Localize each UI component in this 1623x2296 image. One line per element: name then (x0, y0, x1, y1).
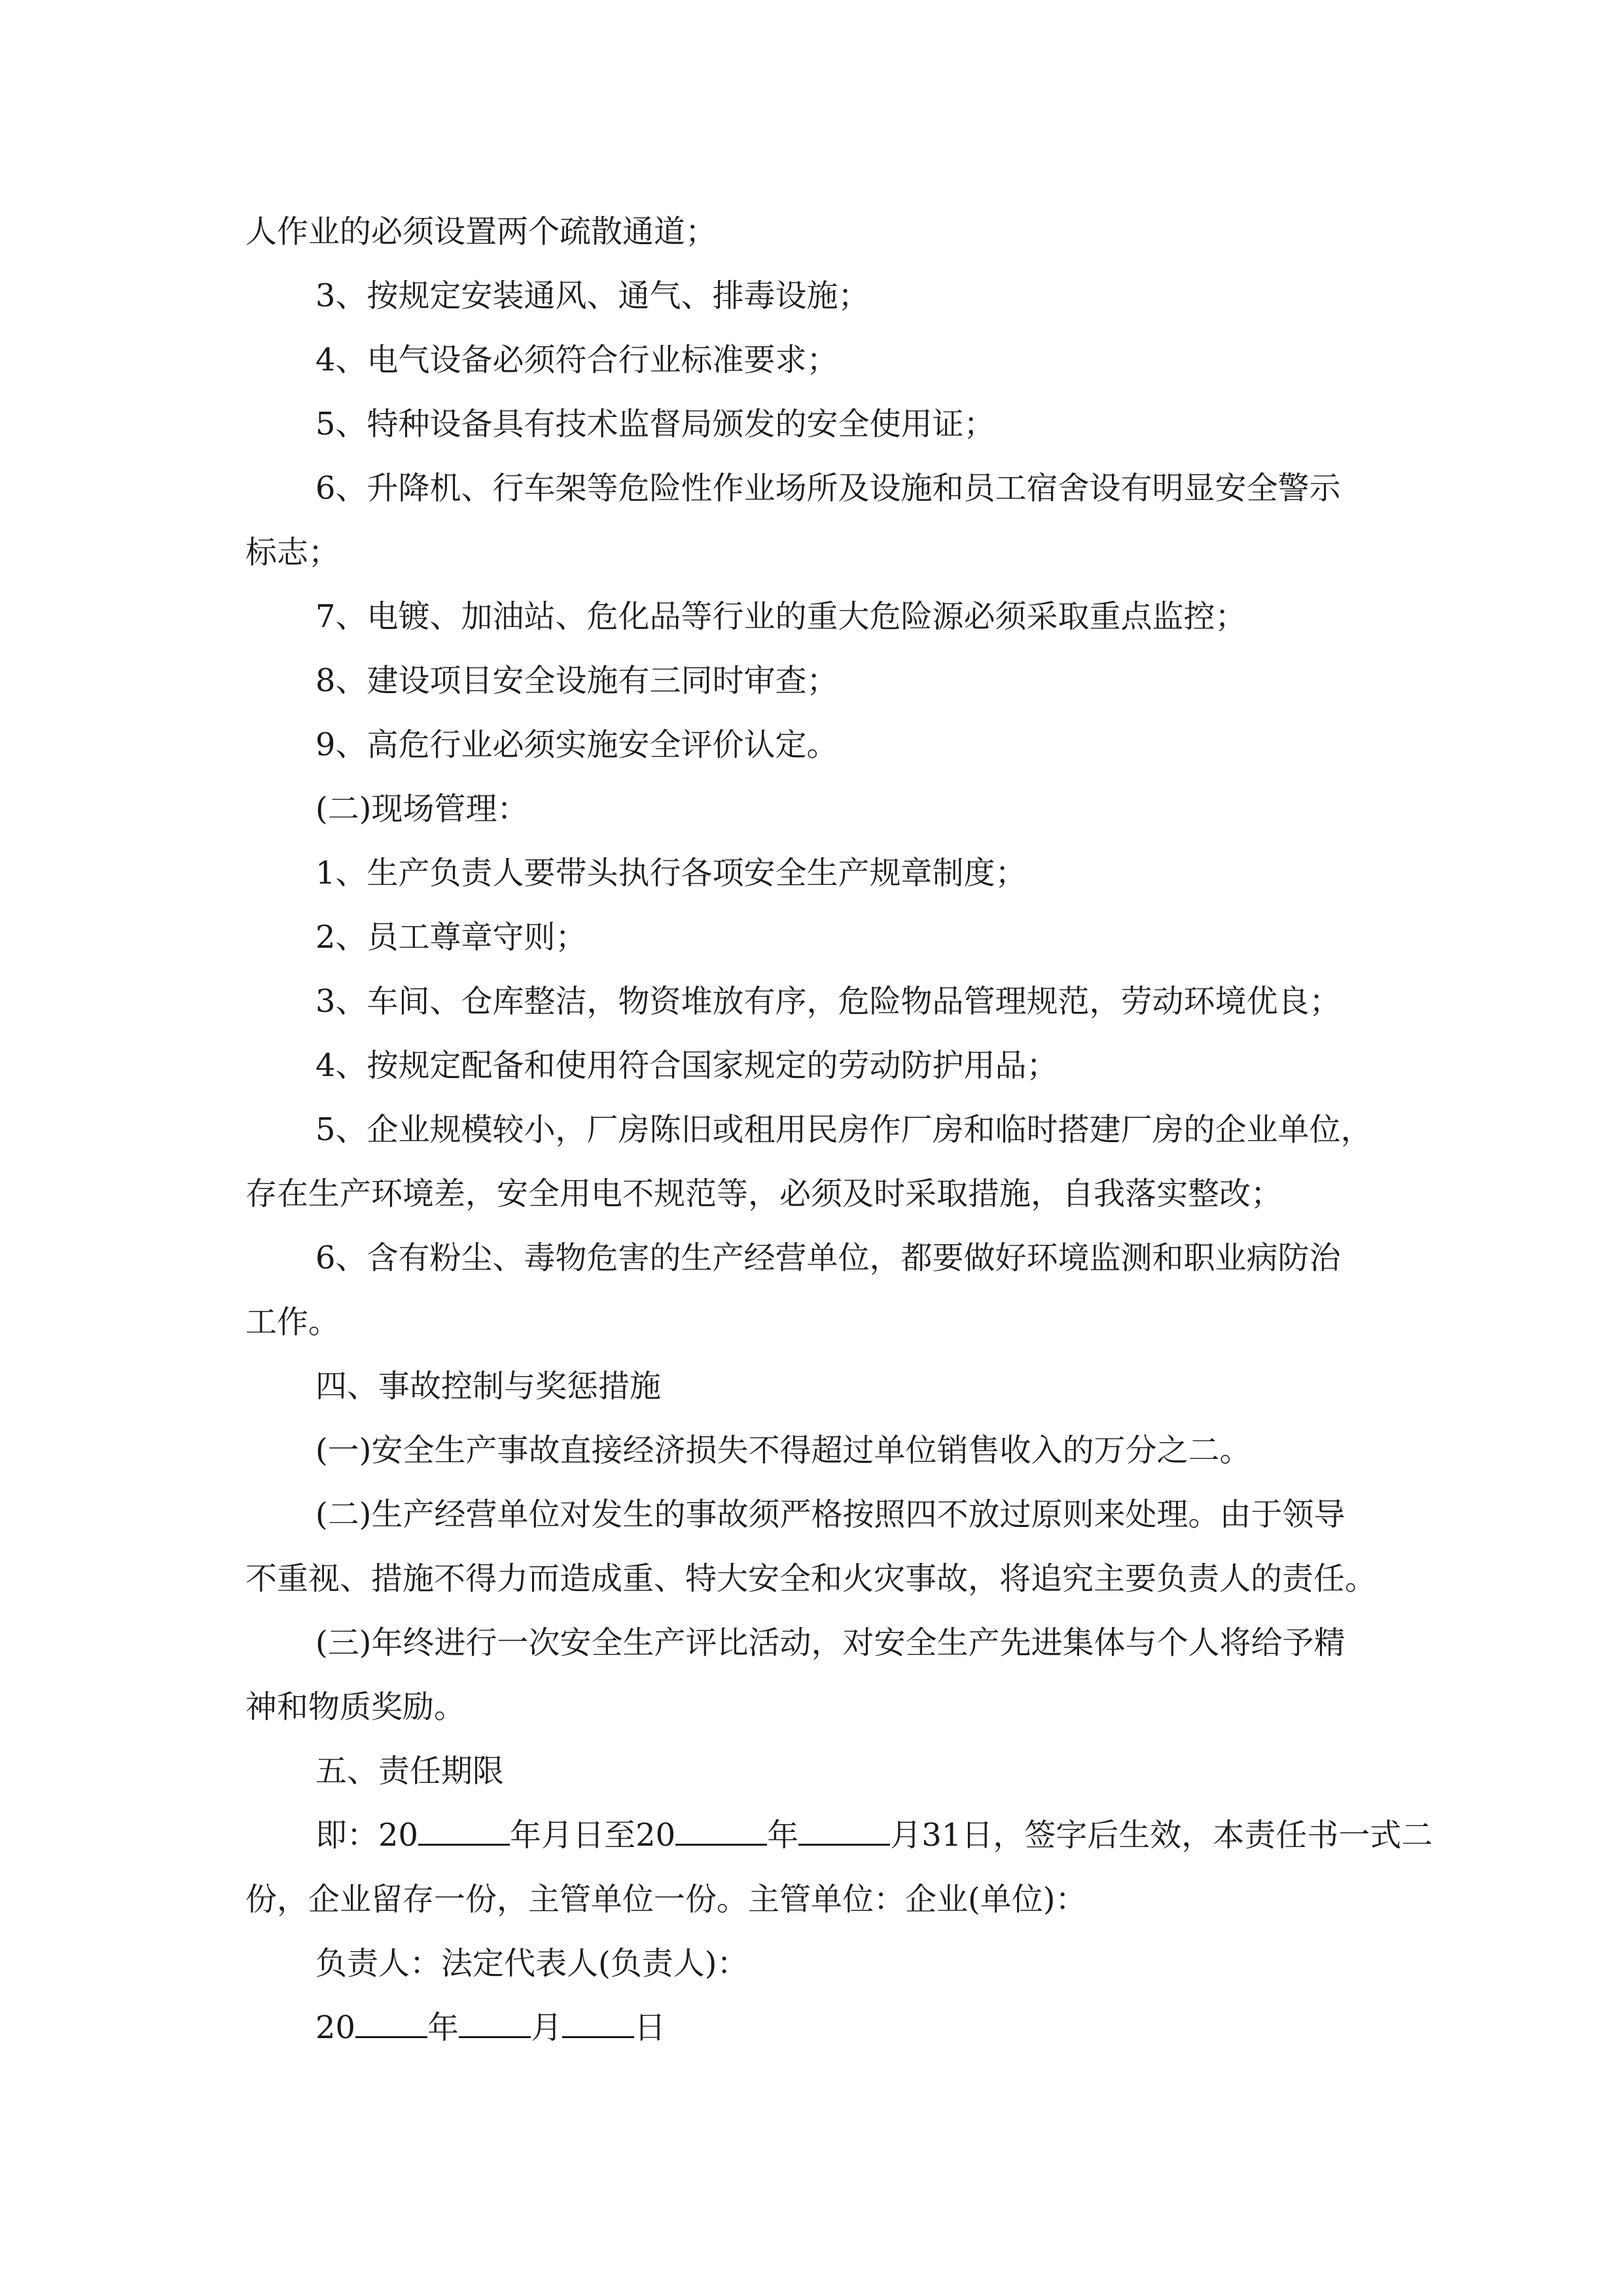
section-heading: 四、事故控制与奖惩措施 (315, 1368, 662, 1405)
fill-blank[interactable] (675, 1818, 767, 1846)
paragraph: 5、企业规模较小，厂房陈旧或租用民房作厂房和临时搭建厂房的企业单位， (315, 1111, 1372, 1148)
date-year: 年 (427, 2009, 459, 2046)
term-mid2: 年 (767, 1817, 799, 1854)
fill-blank[interactable] (798, 1818, 890, 1846)
paragraph: 工作。 (245, 1304, 340, 1340)
paragraph: 不重视、措施不得力而造成重、特大安全和火灾事故，将追究主要负责人的责任。 (245, 1560, 1377, 1597)
paragraph: 神和物质奖励。 (245, 1689, 466, 1725)
signers-line: 负责人：法定代表人(负责人)： (315, 1945, 749, 1982)
paragraph: (二)生产经营单位对发生的事故须严格按照四不放过原则来处理。由于领导 (315, 1496, 1346, 1533)
date-month: 月 (531, 2009, 563, 2046)
document-body (245, 200, 1433, 2060)
paragraph: 4、电气设备必须符合行业标准要求； (315, 342, 838, 378)
date-line (245, 1996, 1378, 2060)
paragraph: 6、升降机、行车架等危险性作业场所及设施和员工宿舍设有明显安全警示 (315, 470, 1341, 507)
fill-blank[interactable] (459, 2010, 531, 2038)
paragraph: 5、特种设备具有技术监督局颁发的安全使用证； (315, 406, 995, 442)
section-heading: (二)现场管理： (315, 791, 529, 827)
fill-blank[interactable] (418, 1818, 510, 1846)
paragraph: 人作业的必须设置两个疏散通道； (245, 213, 717, 250)
paragraph: 3、车间、仓库整洁，物资堆放有序，危险物品管理规范，劳动环境优良； (315, 983, 1341, 1020)
fill-blank[interactable] (562, 2010, 634, 2038)
paragraph: 4、按规定配备和使用符合国家规定的劳动防护用品； (315, 1047, 1058, 1084)
term-suffix: 月31日，签字后生效，本责任书一式二 (890, 1817, 1433, 1854)
paragraph: 6、含有粉尘、毒物危害的生产经营单位，都要做好环境监测和职业病防治 (315, 1240, 1341, 1276)
paragraph: (三)年终进行一次安全生产评比活动，对安全生产先进集体与个人将给予精 (315, 1624, 1346, 1661)
section-heading: 五、责任期限 (315, 1753, 505, 1789)
paragraph: 9、高危行业必须实施安全评价认定。 (315, 726, 838, 763)
paragraph: 标志； (245, 534, 340, 571)
paragraph: 份，企业留存一份，主管单位一份。主管单位：企业(单位)： (245, 1881, 1087, 1918)
date-day: 日 (634, 2009, 666, 2046)
paragraph: 存在生产环境差，安全用电不规范等，必须及时采取措施，自我落实整改； (245, 1175, 1283, 1212)
term-prefix: 即：20 (315, 1817, 419, 1854)
term-mid1: 年月日至20 (510, 1817, 676, 1854)
date-prefix: 20 (315, 2009, 356, 2046)
paragraph: 1、生产负责人要带头执行各项安全生产规章制度； (315, 855, 1027, 891)
paragraph: (一)安全生产事故直接经济损失不得超过单位销售收入的万分之二。 (315, 1432, 1251, 1469)
term-line (245, 1803, 1433, 1867)
fill-blank[interactable] (355, 2010, 427, 2038)
paragraph: 7、电镀、加油站、危化品等行业的重大危险源必须采取重点监控； (315, 598, 1247, 635)
paragraph: 3、按规定安装通风、通气、排毒设施； (315, 278, 870, 314)
paragraph: 2、员工尊章守则； (315, 919, 587, 956)
paragraph: 8、建设项目安全设施有三同时审查； (315, 662, 838, 699)
